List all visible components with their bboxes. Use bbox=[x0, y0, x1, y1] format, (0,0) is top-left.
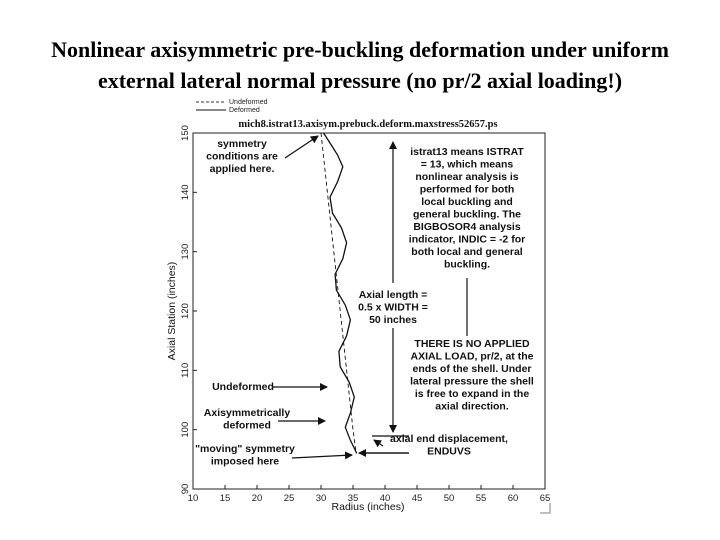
annotation-istrat: general buckling. The bbox=[413, 208, 521, 221]
annotation-no-axial-load: axial direction. bbox=[435, 400, 509, 413]
annotation-istrat: buckling. bbox=[443, 258, 491, 271]
y-tick-label: 100 bbox=[180, 421, 191, 438]
annotation-axial-length: 0.5 x WIDTH = bbox=[358, 301, 428, 314]
annotation-istrat: BIGBOSOR4 analysis bbox=[413, 221, 521, 233]
y-tick-label: 110 bbox=[180, 362, 191, 378]
arrow-moving-symmetry bbox=[292, 455, 352, 458]
annotation-symmetry: conditions are bbox=[206, 150, 278, 163]
arrow-end-displacement bbox=[374, 440, 383, 446]
x-tick-label: 55 bbox=[475, 493, 487, 504]
corner-mark bbox=[540, 503, 550, 513]
y-axis-label: Axial Station (inches) bbox=[166, 261, 178, 361]
y-tick-label: 130 bbox=[180, 243, 191, 260]
annotation-axisym-deformed: Axisymmetrically bbox=[203, 407, 291, 419]
annotation-istrat: indicator, INDIC = -2 for bbox=[408, 233, 526, 246]
annotation-axial-length: 50 inches bbox=[369, 314, 417, 326]
x-tick-label: 15 bbox=[219, 493, 231, 504]
legend-deformed-label: Deformed bbox=[229, 107, 260, 114]
annotation-no-axial-load: THERE IS NO APPLIED bbox=[414, 338, 530, 350]
x-axis-label: Radius (inches) bbox=[331, 501, 405, 513]
annotation-moving-symmetry: "moving" symmetry bbox=[195, 443, 295, 455]
annotation-no-axial-load: is free to expand in the bbox=[414, 388, 530, 400]
plot-title: mich8.istrat13.axisym.prebuck.deform.maxstress52657.ps bbox=[238, 119, 498, 130]
y-tick-label: 90 bbox=[180, 483, 191, 495]
annotation-no-axial-load: AXIAL LOAD, pr/2, at the bbox=[410, 350, 534, 363]
x-tick-label: 20 bbox=[251, 493, 263, 504]
x-tick-label: 30 bbox=[315, 493, 327, 504]
x-tick-label: 10 bbox=[187, 493, 199, 504]
x-tick-label: 45 bbox=[411, 493, 423, 504]
x-tick-label: 35 bbox=[347, 493, 359, 504]
slide-title-line-2: external lateral normal pressure (no pr/2 axial loading!) bbox=[97, 68, 623, 93]
annotation-istrat: both local and general bbox=[411, 246, 523, 258]
annotation-no-axial-load: lateral pressure the shell bbox=[410, 375, 534, 388]
x-tick-label: 60 bbox=[507, 493, 519, 504]
x-tick-label: 40 bbox=[379, 493, 391, 504]
y-tick-label: 120 bbox=[180, 303, 191, 319]
y-tick-label: 150 bbox=[180, 125, 191, 141]
x-tick-label: 65 bbox=[539, 493, 551, 504]
annotation-moving-symmetry: imposed here bbox=[210, 455, 280, 468]
annotation-istrat: istrat13 means ISTRAT bbox=[410, 146, 524, 158]
annotation-no-axial-load: ends of the shell. Under bbox=[412, 363, 532, 375]
annotation-istrat: nonlinear analysis is bbox=[415, 171, 519, 183]
arrow-symmetry bbox=[285, 136, 318, 158]
legend bbox=[196, 99, 268, 114]
annotation-istrat: performed for both bbox=[419, 183, 515, 196]
annotation-istrat: local buckling and bbox=[421, 196, 513, 208]
annotation-axisym-deformed: deformed bbox=[223, 419, 271, 432]
annotation-istrat: = 13, which means bbox=[420, 158, 514, 171]
y-tick-label: 140 bbox=[180, 184, 191, 201]
x-tick-label: 50 bbox=[443, 493, 455, 504]
annotation-end-displacement: axial end displacement, bbox=[390, 433, 508, 445]
annotation-symmetry: applied here. bbox=[209, 163, 275, 175]
annotation-end-displacement: ENDUVS bbox=[427, 445, 471, 458]
x-tick-label: 25 bbox=[283, 493, 295, 504]
annotation-symmetry: symmetry bbox=[217, 138, 267, 150]
slide-title-line-1: Nonlinear axisymmetric pre-buckling deformation under uniform bbox=[51, 37, 669, 62]
annotation-undeformed: Undeformed bbox=[212, 381, 274, 393]
series-line-deformed bbox=[324, 133, 357, 453]
legend-undeformed-label: Undeformed bbox=[229, 99, 268, 106]
annotation-axial-length: Axial length = bbox=[358, 289, 428, 301]
